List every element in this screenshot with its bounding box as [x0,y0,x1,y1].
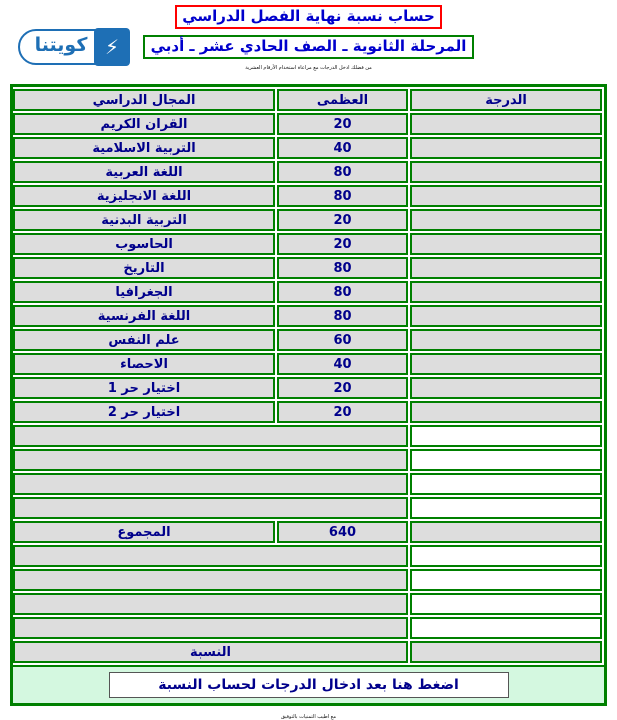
subject-name-cell: اللغة الانجليزية [13,185,275,207]
spacer-stripe [410,473,602,495]
spacer-stripe [410,545,602,567]
max-score-cell: 20 [277,209,408,231]
grade-input-2[interactable] [410,161,602,183]
subject-name-cell: اختيار حر 1 [13,377,275,399]
max-score-cell: 80 [277,161,408,183]
max-score-cell: 20 [277,233,408,255]
grade-input-1[interactable] [410,137,602,159]
subject-name-cell: اللغة الفرنسية [13,305,275,327]
spacer-cell [13,497,408,519]
grade-input-12[interactable] [410,401,602,423]
table-row [13,113,602,135]
grade-input-9[interactable] [410,329,602,351]
total-row [13,521,602,543]
spacer-stripe [410,425,602,447]
subject-name-cell: التربية الاسلامية [13,137,275,159]
grade-input-11[interactable] [410,377,602,399]
percent-row [13,641,602,663]
spacer-row [13,449,602,471]
table-row [13,401,602,423]
spacer-row [13,545,602,567]
subject-name-cell: الجغرافيا [13,281,275,303]
subject-name-cell: التربية البدنية [13,209,275,231]
spacer-cell [13,593,408,615]
grades-frame [10,84,607,706]
spacer-row [13,617,602,639]
page-title: حساب نسبة نهاية الفصل الدراسي [175,5,442,29]
total-max-cell: 640 [277,521,408,543]
table-row [13,137,602,159]
column-header: الدرجة [410,89,602,111]
table-header-row [13,89,602,111]
max-score-cell: 20 [277,113,408,135]
spacer-stripe [410,593,602,615]
table-row [13,281,602,303]
total-label-cell: المجموع [13,521,275,543]
grade-input-3[interactable] [410,185,602,207]
spacer-cell [13,425,408,447]
calculate-percentage-button[interactable]: اضغط هنا بعد ادخال الدرجات لحساب النسبة [109,672,509,698]
subject-name-cell: اللغة العربية [13,161,275,183]
table-row [13,161,602,183]
instruction-note: من فضلك ادخل الدرجات مع مراعاة استخدام الأرقام العشرية [245,65,372,71]
table-row [13,305,602,327]
max-score-cell: 40 [277,137,408,159]
grade-input-6[interactable] [410,257,602,279]
page-footer: مع اطيب التمنيات بالتوفيق [280,714,337,720]
max-score-cell: 20 [277,401,408,423]
total-value-cell [410,521,602,543]
percent-label-cell: النسبة [13,641,408,663]
grade-input-8[interactable] [410,305,602,327]
spacer-row [13,425,602,447]
max-score-cell: 80 [277,281,408,303]
spacer-row [13,473,602,495]
spacer-cell [13,617,408,639]
subject-name-cell: اختيار حر 2 [13,401,275,423]
grade-input-10[interactable] [410,353,602,375]
spacer-row [13,497,602,519]
spacer-cell [13,545,408,567]
grade-input-7[interactable] [410,281,602,303]
table-row [13,257,602,279]
calculate-strip [13,665,604,703]
logo-text: كويتنا [34,34,88,56]
grade-input-5[interactable] [410,233,602,255]
max-score-cell: 40 [277,353,408,375]
grades-table [11,87,604,665]
spacer-row [13,569,602,591]
spacer-stripe [410,617,602,639]
table-row [13,233,602,255]
subject-name-cell: علم النفس [13,329,275,351]
logo-badge [94,28,130,66]
table-row [13,209,602,231]
subject-name-cell: الاحصاء [13,353,275,375]
page-header [0,0,617,84]
spacer-stripe [410,569,602,591]
brand-logo [8,26,132,70]
column-header: العظمى [277,89,408,111]
spacer-cell [13,569,408,591]
table-row [13,353,602,375]
spacer-cell [13,449,408,471]
grade-input-0[interactable] [410,113,602,135]
max-score-cell: 60 [277,329,408,351]
lightning-bolt-icon: ⚡ [104,35,119,59]
max-score-cell: 80 [277,257,408,279]
table-row [13,377,602,399]
max-score-cell: 20 [277,377,408,399]
subject-name-cell: القران الكريم [13,113,275,135]
table-row [13,185,602,207]
percent-value-cell [410,641,602,663]
spacer-stripe [410,449,602,471]
subject-name-cell: الحاسوب [13,233,275,255]
table-row [13,329,602,351]
max-score-cell: 80 [277,305,408,327]
column-header: المجال الدراسي [13,89,275,111]
subject-name-cell: التاريخ [13,257,275,279]
spacer-stripe [410,497,602,519]
page-subtitle: المرحلة الثانوية ـ الصف الحادي عشر ـ أدبي [143,35,475,59]
spacer-cell [13,473,408,495]
max-score-cell: 80 [277,185,408,207]
grade-input-4[interactable] [410,209,602,231]
spacer-row [13,593,602,615]
